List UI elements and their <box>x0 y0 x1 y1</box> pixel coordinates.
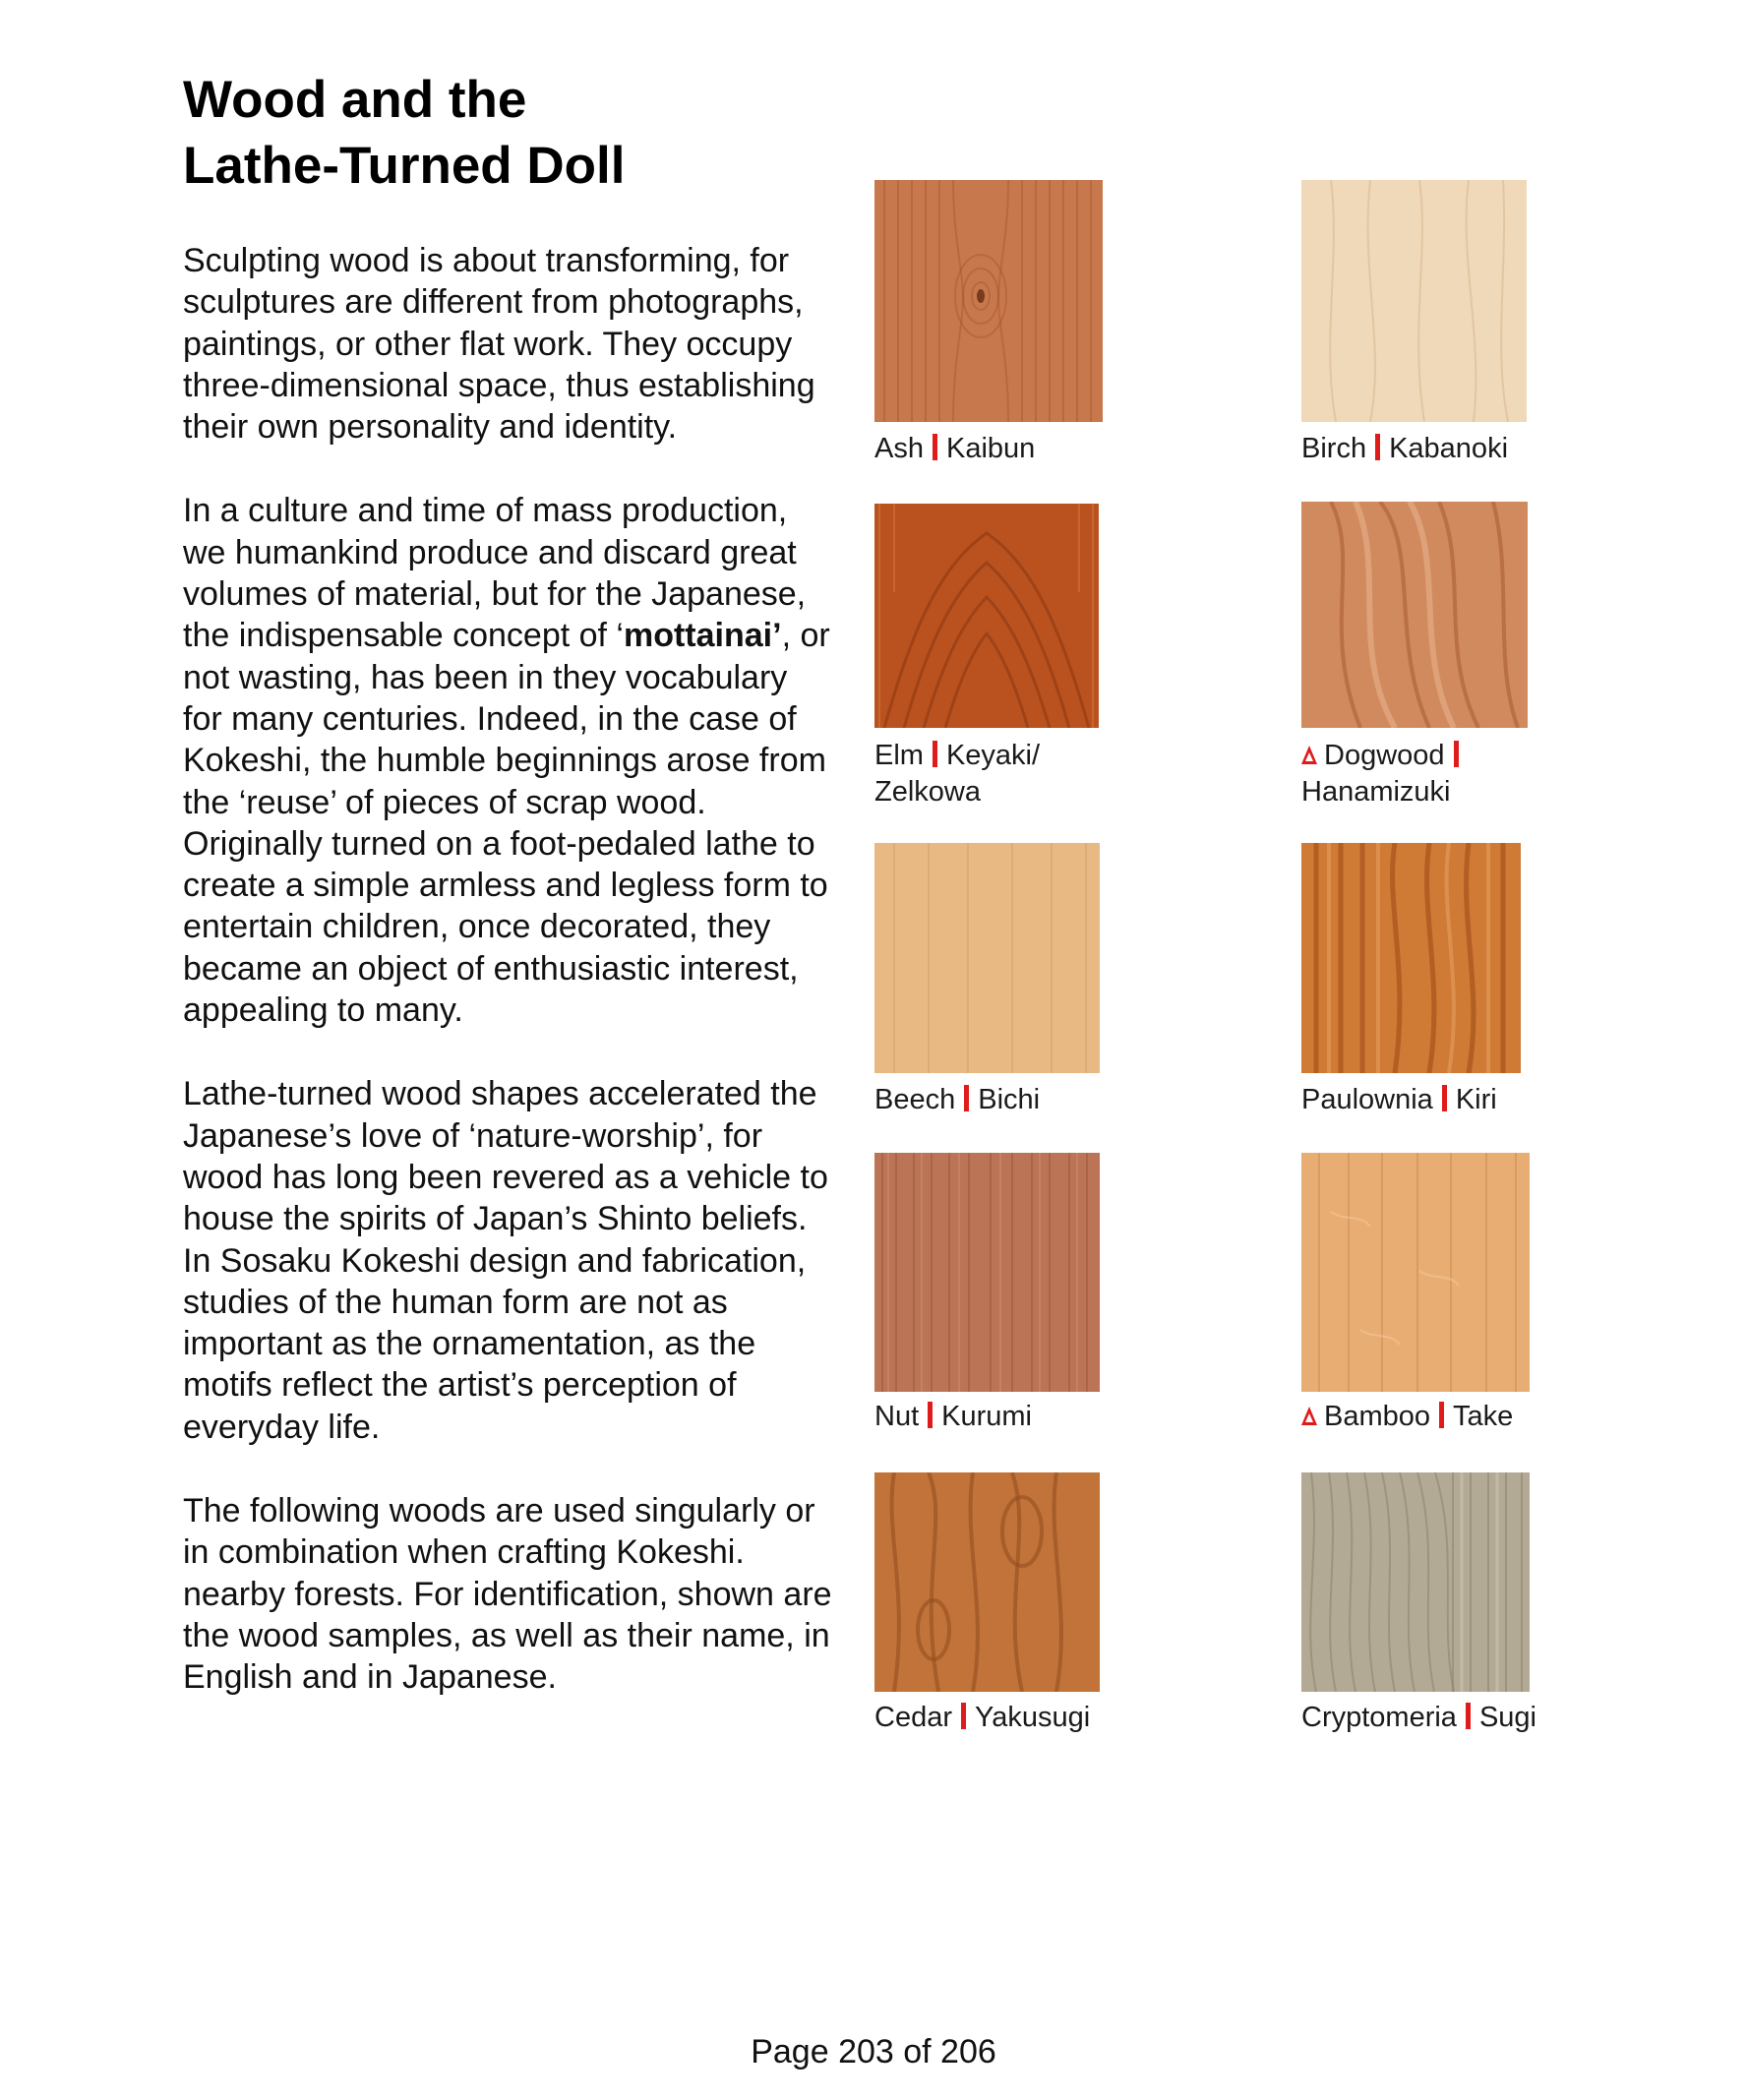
page-number: Page 203 of 206 <box>751 2033 996 2070</box>
paragraph-2 <box>183 490 832 1031</box>
wood-sample-cryptomeria <box>1301 1472 1530 1692</box>
wood-label-elm <box>874 738 1040 810</box>
paragraph-1: Sculpting wood is about transforming, for sculptures are different from photographs, paintings, or other flat work. They occupy three-dimensional space, thus establishing their own personality and identity. <box>183 242 815 447</box>
wood-label-bamboo <box>1301 1399 1513 1434</box>
wood-name-japanese: Kabanoki <box>1389 433 1509 464</box>
wood-name-japanese: Bichi <box>978 1084 1041 1115</box>
paragraph-2-start: In a culture and time of mass production, we humankind produce and discard great volumes of material, but for the Japanese, the indispensable concept of ‘ <box>183 492 807 655</box>
wood-name-japanese: Hanamizuki <box>1301 776 1451 808</box>
wood-name-japanese: Sugi <box>1478 1702 1536 1733</box>
wood-label-nut <box>874 1399 1032 1434</box>
body-text <box>183 240 832 1741</box>
red-divider <box>1442 1085 1447 1111</box>
wood-name-english: Dogwood <box>1324 740 1445 771</box>
wood-label-cedar <box>874 1700 1090 1735</box>
wood-sample-paulownia <box>1301 843 1521 1073</box>
wood-name-english: Cryptomeria <box>1301 1702 1457 1733</box>
wood-name-japanese: Kurumi <box>941 1401 1032 1432</box>
page-title <box>183 67 872 199</box>
wood-name-japanese: Kiri <box>1455 1084 1497 1115</box>
wood-name-japanese: Take <box>1453 1401 1514 1432</box>
wood-sample-bamboo <box>1301 1153 1530 1392</box>
wood-sample-dogwood <box>1301 502 1528 728</box>
wood-sample-beech <box>874 843 1100 1073</box>
red-divider <box>961 1703 966 1729</box>
wood-name-english: Ash <box>874 433 924 464</box>
wood-sample-nut <box>874 1153 1100 1392</box>
wood-sample-ash <box>874 180 1103 422</box>
red-divider <box>1454 741 1459 767</box>
paragraph-2-end: , or not wasting, has been in they vocabulary for many centuries. Indeed, in the case of Kokeshi, the humble beginnings arose from the ‘reuse’ of pieces of scrap wood. Originally turned on a foot-pedaled lathe to create a simple armless and legless form to entertain children, once decorated, they became an object of enthusiastic interest, appealing to many. <box>183 617 830 1030</box>
wood-label-dogwood <box>1301 738 1468 810</box>
warning-triangle-icon <box>1301 1407 1317 1425</box>
wood-label-birch <box>1301 431 1508 466</box>
wood-name-english: Elm <box>874 740 924 771</box>
red-divider <box>1375 434 1380 460</box>
red-divider <box>933 741 937 767</box>
paragraph-4: The following woods are used singularly or in combination when crafting Kokeshi. nearby forests. For identification, shown are the wood samples, as well as their name, in English and in Japanese. <box>183 1492 832 1697</box>
wood-name-english: Beech <box>874 1084 956 1115</box>
red-divider <box>964 1085 969 1111</box>
red-divider <box>1466 1703 1471 1729</box>
wood-name-japanese: Kaibun <box>945 433 1036 464</box>
wood-label-paulownia <box>1301 1082 1497 1117</box>
wood-sample-elm <box>874 504 1099 728</box>
wood-sample-birch <box>1301 180 1527 422</box>
red-divider <box>933 434 937 460</box>
wood-name-english: Bamboo <box>1324 1401 1431 1432</box>
wood-name-japanese: Yakusugi <box>975 1702 1091 1733</box>
title-line-1: Wood and the <box>183 71 527 129</box>
mottainai-term: mottainai’ <box>623 617 782 655</box>
wood-label-beech <box>874 1082 1040 1117</box>
wood-name-english: Birch <box>1301 433 1367 464</box>
wood-name-english: Nut <box>874 1401 920 1432</box>
warning-triangle-icon <box>1301 746 1317 764</box>
red-divider <box>1439 1402 1444 1428</box>
wood-label-ash <box>874 431 1035 466</box>
wood-sample-cedar <box>874 1472 1100 1692</box>
red-divider <box>928 1402 933 1428</box>
paragraph-3: Lathe-turned wood shapes accelerated the Japanese’s love of ‘nature-worship’, for wood has long been revered as a vehicle to house the spirits of Japan’s Shinto beliefs. In Sosaku Kokeshi design and fabrication, studies of the human form are not as important as the ornamentation, as the motifs reflect the artist’s perception of everyday life. <box>183 1075 828 1446</box>
title-line-2: Lathe-Turned Doll <box>183 137 626 195</box>
wood-name-japanese-alt: Zelkowa <box>874 776 981 808</box>
wood-name-english: Cedar <box>874 1702 952 1733</box>
wood-name-english: Paulownia <box>1301 1084 1433 1115</box>
wood-label-cryptomeria <box>1301 1700 1536 1735</box>
wood-name-japanese: Keyaki/ <box>945 740 1041 771</box>
